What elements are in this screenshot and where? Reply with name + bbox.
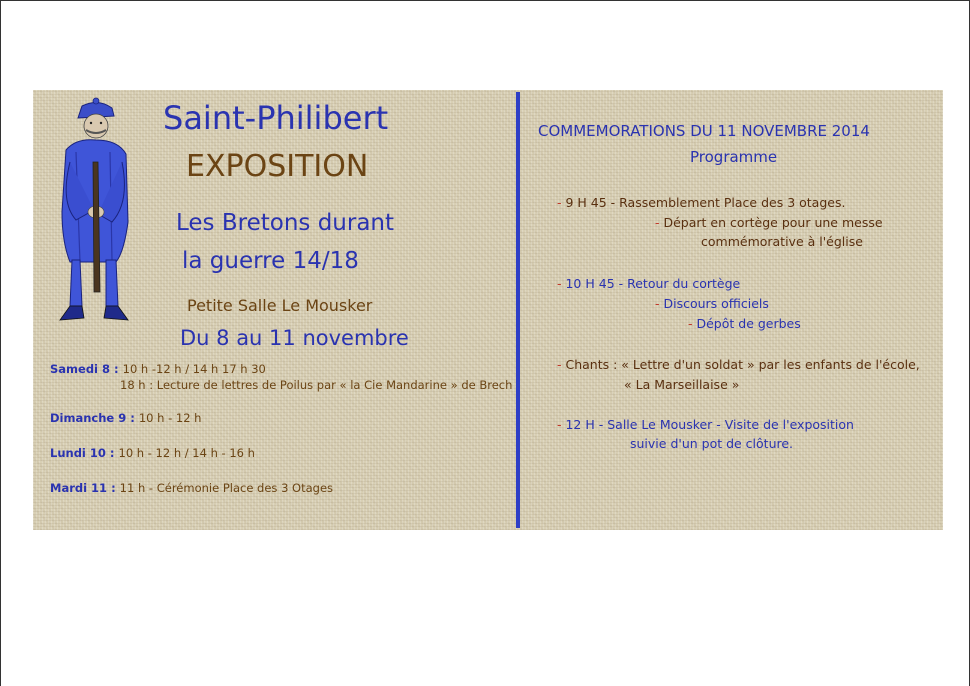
schedule-sep: : — [126, 411, 139, 425]
program-line — [557, 195, 845, 210]
place-title: Saint-Philibert — [163, 99, 389, 137]
program-line — [557, 417, 854, 432]
program-line — [655, 296, 769, 311]
subtitle-line-2: la guerre 14/18 — [182, 248, 359, 274]
schedule-hours: 11 h - Cérémonie Place des 3 Otages — [119, 481, 334, 495]
schedule-day: Mardi 11 — [50, 481, 108, 495]
program-dash: - — [557, 195, 566, 210]
program-text: commémorative à l'église — [701, 234, 863, 249]
program-dash: - — [688, 316, 697, 331]
schedule-label: 18 h : — [120, 378, 157, 392]
schedule-hours: 10 h - 12 h / 14 h - 16 h — [118, 446, 255, 460]
schedule-hours: 10 h -12 h / 14 h 17 h 30 — [122, 362, 266, 376]
program-text: « La Marseillaise » — [624, 377, 740, 392]
schedule-item — [50, 481, 333, 495]
schedule-item — [50, 411, 201, 425]
column-divider — [516, 92, 520, 528]
schedule-day: Dimanche 9 — [50, 411, 127, 425]
program-text: 10 H 45 - Retour du cortège — [565, 276, 741, 291]
program-line — [688, 316, 801, 331]
program-text: suivie d'un pot de clôture. — [630, 436, 794, 451]
program-dash: - — [557, 417, 566, 432]
program-dash: - — [557, 357, 566, 372]
program-dash: - — [655, 296, 664, 311]
program-dash: - — [655, 215, 664, 230]
program-text: 12 H - Salle Le Mousker - Visite de l'exposition — [565, 417, 854, 432]
venue: Petite Salle Le Mousker — [187, 296, 373, 315]
page-border-top — [0, 0, 970, 1]
schedule-hours: 10 h - 12 h — [138, 411, 202, 425]
program-text: Dépôt de gerbes — [696, 316, 801, 331]
dates: Du 8 au 11 novembre — [180, 326, 409, 350]
schedule-sep: : — [110, 362, 123, 376]
program-text: 9 H 45 - Rassemblement Place des 3 otages. — [565, 195, 846, 210]
subtitle-line-1: Les Bretons durant — [176, 210, 395, 236]
program-text: Chants : « Lettre d'un soldat » par les enfants de l'école, — [565, 357, 920, 372]
program-subtitle: Programme — [690, 148, 778, 166]
program-title: COMMEMORATIONS DU 11 NOVEMBRE 2014 — [538, 122, 870, 140]
program-line — [557, 276, 740, 291]
schedule-sep: : — [105, 446, 119, 460]
program-text: Discours officiels — [663, 296, 769, 311]
program-line — [557, 357, 920, 372]
program-text: Départ en cortège pour une messe — [663, 215, 883, 230]
program-line — [701, 234, 863, 249]
schedule-item — [50, 362, 266, 376]
soldier-illustration — [36, 92, 136, 330]
schedule-day: Samedi 8 — [50, 362, 111, 376]
flyer-panel — [33, 90, 943, 530]
program-line — [624, 377, 739, 392]
program-line — [630, 436, 793, 451]
schedule-sep: : — [107, 481, 120, 495]
page-border-left — [0, 0, 1, 686]
schedule-day: Lundi 10 — [50, 446, 106, 460]
schedule-hours: Lecture de lettres de Poilus par « la Cie Mandarine » de Brech — [156, 378, 513, 392]
schedule-item — [50, 446, 255, 460]
schedule-item — [120, 378, 512, 392]
event-title: EXPOSITION — [186, 149, 369, 184]
program-line — [655, 215, 883, 230]
program-dash: - — [557, 276, 566, 291]
